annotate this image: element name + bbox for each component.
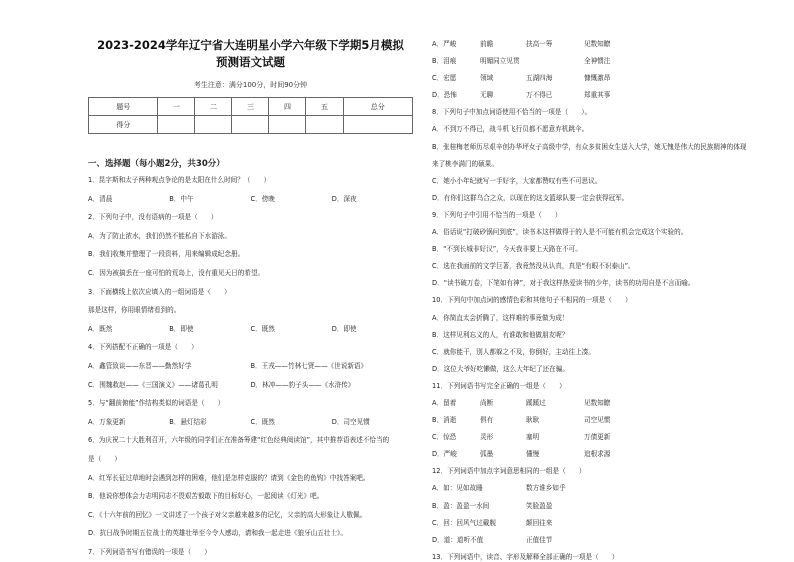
question-8-option-a: A．不到万不得已，战斗机飞行员都不愿意弃机跳伞。: [432, 125, 589, 134]
option: C．围魏救赵——《三国演义》——诸葛孔明: [88, 380, 218, 389]
question-3-sentence: 那是这样，你用眼情绪看到的。: [88, 306, 181, 315]
option: C．傍晚: [250, 194, 275, 203]
question-10: 10．下列句中加点词的感情色彩和其他句子不相同的一项是（ ）: [432, 296, 632, 305]
option: 见数知瞭: [584, 398, 611, 407]
option: C．宏愿: [432, 74, 457, 83]
score-table-header-row: [89, 98, 413, 116]
question-4: 4．下列搭配不正确的一项是（ ）: [88, 343, 198, 352]
q7-option-row: [432, 74, 762, 83]
option: 弧墨: [480, 450, 494, 459]
score-blank-cell[interactable]: [269, 116, 306, 134]
score-blank-cell[interactable]: [158, 116, 195, 134]
question-4-options-cd: [88, 381, 413, 390]
option: D．恐怖: [432, 91, 457, 100]
q7-option-row: [432, 91, 762, 100]
option: D．深夜: [331, 194, 357, 203]
question-6-option-d: D．抗日战争时期五位战士的英雄壮举至今令人感动，请和我一起走进《狼牙山五壮士》。: [88, 529, 347, 538]
question-2: 2．下列句子中，没有语病的一项是（ ）: [88, 213, 218, 222]
option: 郑重其事: [584, 91, 611, 100]
question-9: 9．下列句子中引用不恰当的一项是（ ）: [432, 210, 562, 219]
option: 全神惯注: [584, 57, 611, 66]
question-1-options: [88, 195, 413, 204]
option: 万债更新: [584, 433, 611, 442]
question-8-option-b-continued: 来了桃李满门的硕果。: [432, 159, 498, 168]
question-10-option-b: B．这样见利忘义的人，有谁敢和他做朋友呢？: [432, 330, 569, 339]
option: 颠回往来: [526, 518, 553, 527]
option: A．如：见如故睡: [432, 484, 483, 493]
score-blank-cell[interactable]: [232, 116, 269, 134]
option: B．中午: [169, 194, 194, 203]
option: A．留着: [432, 398, 457, 407]
option: 尚断: [480, 398, 494, 407]
score-table-cell: 一: [158, 98, 195, 116]
option: 五湖四海: [526, 74, 553, 83]
right-column: [432, 0, 762, 562]
option: A．万象更新: [88, 417, 126, 426]
question-12: 12．下列词语中加点字词意思相同的一组是（ ）: [432, 467, 586, 476]
question-8: 8．下列句子中加点词语使用不恰当的一项是（ ）。: [432, 108, 592, 117]
option: D．即使: [331, 324, 357, 333]
question-2-option-b: B．我们收集并整理了一段资料，用来编辑成纪念册。: [88, 250, 245, 259]
question-6-option-a: A．红军长征过草地时会遇到怎样的困难，他们是怎样克服的？请到《金色的鱼钩》中找答案吧。: [88, 473, 370, 482]
option: 万不得已: [526, 91, 553, 100]
score-blank-cell[interactable]: [195, 116, 232, 134]
question-9-option-a: A．俗话说“打破砂锅问到底”，读书本这样做得于的人是不可能有机会完成这个实验的。: [432, 228, 688, 237]
q12-option-row: [432, 502, 762, 511]
left-column: [88, 0, 413, 562]
option: 前瞻: [480, 40, 494, 48]
score-table-cell: 得分: [89, 116, 158, 134]
score-table-cell: 五: [306, 98, 343, 116]
option: 正值佳节: [526, 535, 553, 544]
question-6-option-b: B．他说你想体会力志明同志不畏艰苦毅敢下的目标好心，一起阅读《灯光》吧。: [88, 492, 324, 501]
option: B．消逝: [432, 416, 457, 425]
q12-option-row: [432, 519, 762, 528]
option: B．悬灯结彩: [169, 417, 207, 426]
option: 见数知瞭: [584, 40, 611, 48]
option: D．严峻: [432, 450, 457, 459]
exam-title-line2: 预测语文试题: [216, 55, 285, 69]
question-5-options: [88, 418, 413, 427]
option: 司空见惯: [584, 416, 611, 425]
option: 无聊: [480, 91, 494, 100]
question-9-option-d: D．“读书破万卷，下笔如有神”，对于我这样热爱读书的少年，读书的功用自是不言而喻。: [432, 279, 695, 288]
option: 耿耿: [526, 416, 540, 425]
question-6-option-c: C．《十六年前的回忆》一文讲述了一个孩子对父亲越来越多的记忆，父亲的高大形象让人敬佩。: [88, 510, 367, 519]
option: D．林冲——豹子头——《水浒传》: [250, 380, 355, 389]
q11-option-row: [432, 416, 762, 425]
score-table-cell: 四: [269, 98, 306, 116]
score-table: [88, 97, 413, 134]
option: D．司空见惯: [331, 417, 370, 426]
question-10-option-c: C．就你能干，别人都躲之不及，你倒好，主动往上凑。: [432, 347, 595, 356]
q12-option-row: [432, 484, 762, 493]
option: 俱有: [480, 416, 494, 425]
question-8-option-d: D．有你们这群乌合之众，以现在的这支篮球队要一定会获得冠军。: [432, 193, 629, 202]
q11-option-row: [432, 450, 762, 459]
question-1: 1．昆字斯和太子两种观点争论的是太阳在什么时间？（ ）: [88, 176, 271, 184]
option: 懂慢: [526, 450, 540, 459]
question-10-option-a: A．你简直太会折腾了，这样难的事竟做为成！: [432, 313, 569, 322]
option: 领域: [480, 74, 494, 83]
option: 灵形: [480, 433, 494, 442]
score-table-score-row: [89, 116, 413, 134]
question-3: 3．下面横线上依次应填入的一组词语是（ ）: [88, 287, 231, 296]
option: A．鑫管致谈——东晋——勤然好学: [88, 361, 192, 370]
option: 数方谁乡如乎: [526, 484, 566, 493]
option: C．回：回风气过戴舰: [432, 518, 496, 527]
option: A．既然: [88, 324, 113, 333]
question-6-continued: 是（ ）: [88, 454, 121, 463]
question-8-option-c: C．她小小年纪就写一手好字，大家都赞叹有些不可思议。: [432, 176, 602, 185]
question-3-options: [88, 325, 413, 334]
question-2-option-c: C．因为被搞丢在一座可怕的荒岛上，没有重见天日的希望。: [88, 268, 265, 277]
question-11: 11．下列词语书写完全正确的一组是（ ）: [432, 381, 566, 390]
option: D．道：道听不值: [432, 535, 484, 544]
score-table-cell: 总分: [343, 98, 413, 116]
question-13: 13．下列词语中，读音、字形及解释全部正确的一项是（ ）: [432, 552, 619, 561]
q7-option-row: [432, 57, 762, 66]
q11-option-row: [432, 433, 762, 442]
question-2-option-a: A．为了防止浓水，我们仍然不能私自下水游泳。: [88, 231, 231, 240]
option: A．严峻: [432, 40, 457, 48]
option: B．泪痕: [432, 57, 457, 66]
q11-option-row: [432, 399, 762, 408]
option: B．王戎——竹林七贤——《世说新语》: [250, 361, 368, 370]
option: A．清晨: [88, 194, 113, 203]
q7-option-row: [432, 40, 762, 49]
score-blank-cell[interactable]: [306, 116, 343, 134]
option: 追根求源: [584, 450, 611, 459]
section-heading: 一、选择题（每小题2分，共30分）: [88, 159, 225, 169]
option: 塞明: [526, 433, 540, 442]
option: 扶高一筹: [526, 40, 553, 48]
question-9-option-c: C．选在我面前的文学巨著，我竟然没从认真，真是“有眼不识泰山”。: [432, 262, 635, 271]
score-table-cell: 三: [232, 98, 269, 116]
question-10-option-d: D．这位大爷好吃懒做，这么大年纪了还在骗。: [432, 364, 569, 373]
option: 笑脸盈盈: [526, 501, 553, 510]
q12-option-row: [432, 536, 762, 545]
question-6: 6．为庆祝二十大胜利召开，六年级的同学们正在准备筹建“红色经典阅读馆”，其中推荐语表述不恰当的: [88, 436, 390, 445]
option: 明媚同立见贯: [480, 57, 520, 66]
option: B．即使: [169, 324, 194, 333]
question-7: 7．下列词语书写有错误的一项是（ ）: [88, 547, 211, 556]
question-8-option-b: B．张桂梅老师历尽艰辛创办华坪女子高级中学，有众多贫困女生送入大学，她无愧是伟大的民族精神的体现: [432, 142, 747, 151]
question-5: 5．与“翻前俯能”作结构类似的词语是（ ）: [88, 399, 225, 408]
exam-title-line1: 2023-2024学年辽宁省大连明星小学六年级下学期5月模拟: [97, 38, 404, 52]
score-blank-cell[interactable]: [343, 116, 413, 134]
option: 慷慨激昂: [584, 74, 611, 83]
question-9-option-b: B．“不到长城非好汉”，今天我非要上天路在不可。: [432, 245, 582, 254]
exam-note: 考生注意：满分100分，时间90分钟: [193, 81, 308, 89]
score-table-cell: 题号: [89, 98, 158, 116]
option: C．既然: [250, 417, 275, 426]
score-table-cell: 二: [195, 98, 232, 116]
option: B．盈：盈盈一水间: [432, 501, 490, 510]
option: 蹊蹊过: [526, 398, 546, 407]
option: C．既然: [250, 324, 275, 333]
question-4-options-ab: [88, 362, 413, 371]
option: C．惊恐: [432, 433, 457, 442]
